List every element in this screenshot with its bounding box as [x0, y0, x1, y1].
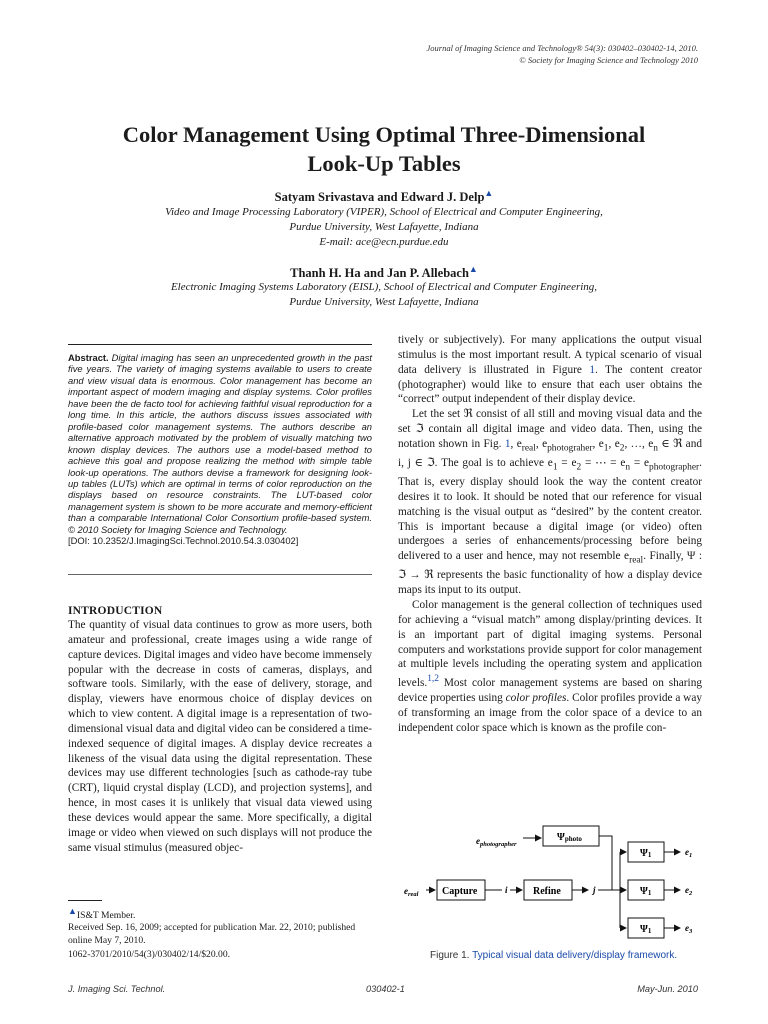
p1-text-a: tively or subjectively). For many applications the output visual stimulus is the most important result. A typical scenario of visual data delivery is illustrated in Figure	[398, 334, 702, 376]
p2-sub-2: 2	[619, 443, 625, 454]
author-names-2	[60, 264, 708, 281]
affiliation-1	[60, 205, 708, 249]
p3-emphasis: color profiles	[505, 691, 567, 704]
section-heading-introduction: INTRODUCTION	[68, 605, 163, 617]
label-i: i	[505, 885, 508, 895]
journal-line: Journal of Imaging Science and Technology® 54(3): 030402–030402-14, 2010.	[426, 43, 698, 53]
p2-sub-photographer: photograher	[547, 443, 593, 454]
affiliation-2-line-1: Electronic Imaging Systems Laboratory (EISL), School of Electrical and Computer Engineering,	[170, 281, 598, 293]
intro-paragraph: The quantity of visual data continues to grow as more users, both amateur and professional, create images using a wide range of capture devices. Digital images and video have become immensely popular with the decrease in costs of cameras, displays, and software tools. Similarly, with the ease of delivery, storage, and display, viewers have enormous choice of display devices on which to view content. A digital image is a representation of two-dimensional visual data and digital video can be considered a time-indexed sequence of digital images. A display device recreates a likeness of the visual data using the digital representation. These devices may use different technologies [such as cathode-ray tube (CRT), liquid crystal display (LCD), and projection systems], and hence, in most cases it is unlikely that visual data viewed using these devices would appear the same. More specifically, a digital image or video when viewed on such displays will not produce the same visual stimulus (measured objec-	[68, 619, 372, 854]
figure-ref-link[interactable]: 1	[504, 437, 511, 450]
abstract-bottom-rule	[68, 574, 372, 575]
figure-1-diagram	[398, 810, 708, 945]
right-paragraph-2: Let the set ℜ consist of all still and moving visual data and the set ℑ contain all digital image and video data. Then, using the notation shown in Fig. 1, $e_{real}$, $e_{photograher}$, $e_1$, $e_2$, …, $e_n$ ∈ ℜ and i, j ∈ ℑ. The goal is to achieve $e_1 = e_2$ = ⋯ = $e_n = e_{photographer}$. That is, every display should look the way the content creator desires it to look. It should be noted that our reference for visual matching is the visual output as “desired” by the content creator. This is important because a digital image (or video) often undergoes a series of enhancements/processing before being delivered to a user and hence, may not resemble $e_{real}$. Finally, Ψ : ℑ → ℜ represents the basic functionality of how a display device maps its input to its output.	[398, 408, 703, 597]
affiliation-1-line-2: Purdue University, West Lafayette, Indiana	[289, 220, 479, 233]
connector-photo-down	[599, 836, 612, 878]
label-j: j	[593, 885, 596, 895]
member-marker-icon: ▲	[68, 906, 77, 916]
p2-sub-2b: 2	[576, 462, 582, 473]
p2-text-e: , …, e	[624, 437, 654, 450]
p3-text-b: Most color management systems are based on sharing device properties using	[398, 677, 702, 704]
p2-sub-1: 1	[603, 443, 609, 454]
title-line-1: Color Management Using Optimal Three-Dimensional	[122, 122, 646, 147]
p2-text-b: , e	[510, 437, 522, 450]
right-paragraph-1	[398, 333, 702, 407]
copyright-line: © Society for Imaging Science and Technology 2010	[519, 55, 698, 65]
citation-ref-link[interactable]: 1,2	[427, 674, 439, 685]
footer-date: May-Jun. 2010	[637, 984, 698, 994]
p2-text-f: ∈ ℜ and i, j ∈ ℑ. The goal is to achieve e	[398, 437, 702, 469]
psi-box-2-label: Ψ1	[640, 886, 652, 897]
psi-box-1-label: Ψ1	[640, 848, 652, 859]
left-column-text	[68, 618, 372, 856]
author-names-1	[60, 188, 708, 205]
right-column-text	[398, 333, 702, 735]
affiliation-1-email: E-mail: ace@ecn.purdue.edu	[319, 235, 449, 248]
title-line-2: Look-Up Tables	[307, 151, 461, 176]
psi-photo-label: Ψphoto	[557, 832, 582, 843]
p1-text-b: . The content creator (photographer) would like to ensure that each user obtains the “correct” output independent of their display device.	[398, 363, 702, 406]
p2-sub-real: real	[521, 443, 536, 454]
p3-text-c: . Color profiles provide a way of transforming an image from the color space of a device to an independent color space which is known as the profile con-	[398, 691, 702, 734]
author-names-2-text: Thanh H. Ha and Jan P. Allebach	[290, 266, 469, 281]
member-marker-icon: ▲	[468, 264, 478, 274]
footer-page: 030402-1	[366, 984, 405, 994]
footer-journal: J. Imaging Sci. Technol.	[68, 984, 166, 994]
p2-text-k: . Finally, Ψ : ℑ → ℜ represents the basic functionality of how a display device maps its input to its output.	[398, 550, 703, 597]
abstract-text: Digital imaging has seen an unprecedented growth in the past five years. The variety of imaging systems available to users to create and view visual data is enormous. Color management has become an important aspect of modern imaging and display systems. Color profiles have been the de facto tool for achieving faithful visual reproduction for a long time. In this article, the authors discuss issues associated with profile-based color management systems. The authors describe an alternative approach motivated by the problem of visually matching two known display devices. The authors use a model-based method to achieve this goal and propose realizing the method with simple table look-up operations. The authors devise a framework for designing look-up tables (LUTs) which are optimal in terms of color reproduction on the displays based on resource constraints. The LUT-based color management system is shown to be more accurate and memory-efficient than a comparable International Color Consortium profile-based system.	[68, 352, 372, 524]
abstract-block	[68, 352, 372, 547]
p2-text-d: , e	[592, 437, 604, 450]
affiliation-1-line-1: Video and Image Processing Laboratory (VIPER), School of Electrical and Computer Engineering,	[165, 206, 603, 218]
label-e3: $e_3$	[685, 923, 693, 935]
p2-sub-real-b: real	[629, 555, 644, 566]
abstract-label: Abstract.	[68, 352, 109, 363]
p2-text-h: = ⋯ = e	[581, 457, 626, 469]
figure-ref-link[interactable]: 1	[589, 363, 595, 376]
refine-label: Refine	[533, 886, 561, 897]
footnote-code: 1062-3701/2010/54(3)/030402/14/$20.00.	[68, 949, 231, 960]
right-paragraph-3	[398, 598, 702, 735]
p2-sub-nb: n	[625, 462, 631, 473]
label-e-photographer: $e_{photographer}$	[476, 836, 517, 848]
capture-label: Capture	[442, 886, 478, 897]
p2-sub-photographer-b: photographer	[649, 462, 700, 473]
figure-caption-text: Typical visual data delivery/display framework.	[472, 950, 678, 961]
label-e-real: $e_{real}$	[404, 886, 419, 898]
p2-sub-1b: 1	[552, 462, 558, 473]
p2-text-a: Let the set ℜ consist of all still and moving visual data and the set ℑ contain all digital image and video data. Then, using the notation shown in Fig.	[398, 408, 702, 450]
abstract-doi[interactable]: [DOI: 10.2352/J.ImagingSci.Technol.2010.54.3.030402]	[68, 535, 299, 547]
p2-text-c: , e	[535, 437, 548, 450]
label-e1: $e_1$	[685, 847, 693, 859]
figure-1-caption	[430, 950, 677, 961]
footnote-member-text: IS&T Member.	[76, 910, 136, 922]
abstract-copyright: © 2010 Society for Imaging Science and Technology.	[68, 523, 288, 535]
label-e2: $e_2$	[685, 885, 693, 897]
footnote-rule	[68, 900, 102, 901]
paper-title	[60, 120, 708, 178]
figure-caption-label: Figure 1.	[430, 950, 470, 961]
p2-text-j: . That is, every display should look the way the content creator desires it to look. It should be noted that our reference for visual matching is the visual output as “desired” by the content creator. This is important because a digital image (or video) often undergoes a series of enhancements/processing before being delivered to a user and hence, may not resemble e	[398, 457, 702, 563]
p2-sub-n: n	[653, 443, 658, 454]
affiliation-2-line-2: Purdue University, West Lafayette, Indiana	[289, 295, 479, 308]
author-names-1-text: Satyam Srivastava and Edward J. Delp	[274, 190, 485, 205]
p3-text-a: Color management is the general collection of techniques used for achieving a “visual match” among display/printing devices. It is an important part of digital imaging systems. Personal computers and workstations provide support for color management at multiple levels including the operating system and application levels.	[398, 599, 702, 690]
affiliation-2	[60, 280, 708, 310]
abstract-top-rule	[68, 344, 372, 345]
psi-box-3-label: Ψ1	[640, 924, 652, 935]
p2-text-i: = e	[630, 457, 649, 469]
footnote-received: Received Sep. 16, 2009; accepted for publication Mar. 22, 2010; published online May 7, 2010.	[68, 922, 356, 946]
footnote-member	[68, 905, 372, 923]
p2-text-g: = e	[557, 457, 577, 469]
journal-citation	[427, 42, 699, 66]
member-marker-icon: ▲	[484, 188, 494, 198]
